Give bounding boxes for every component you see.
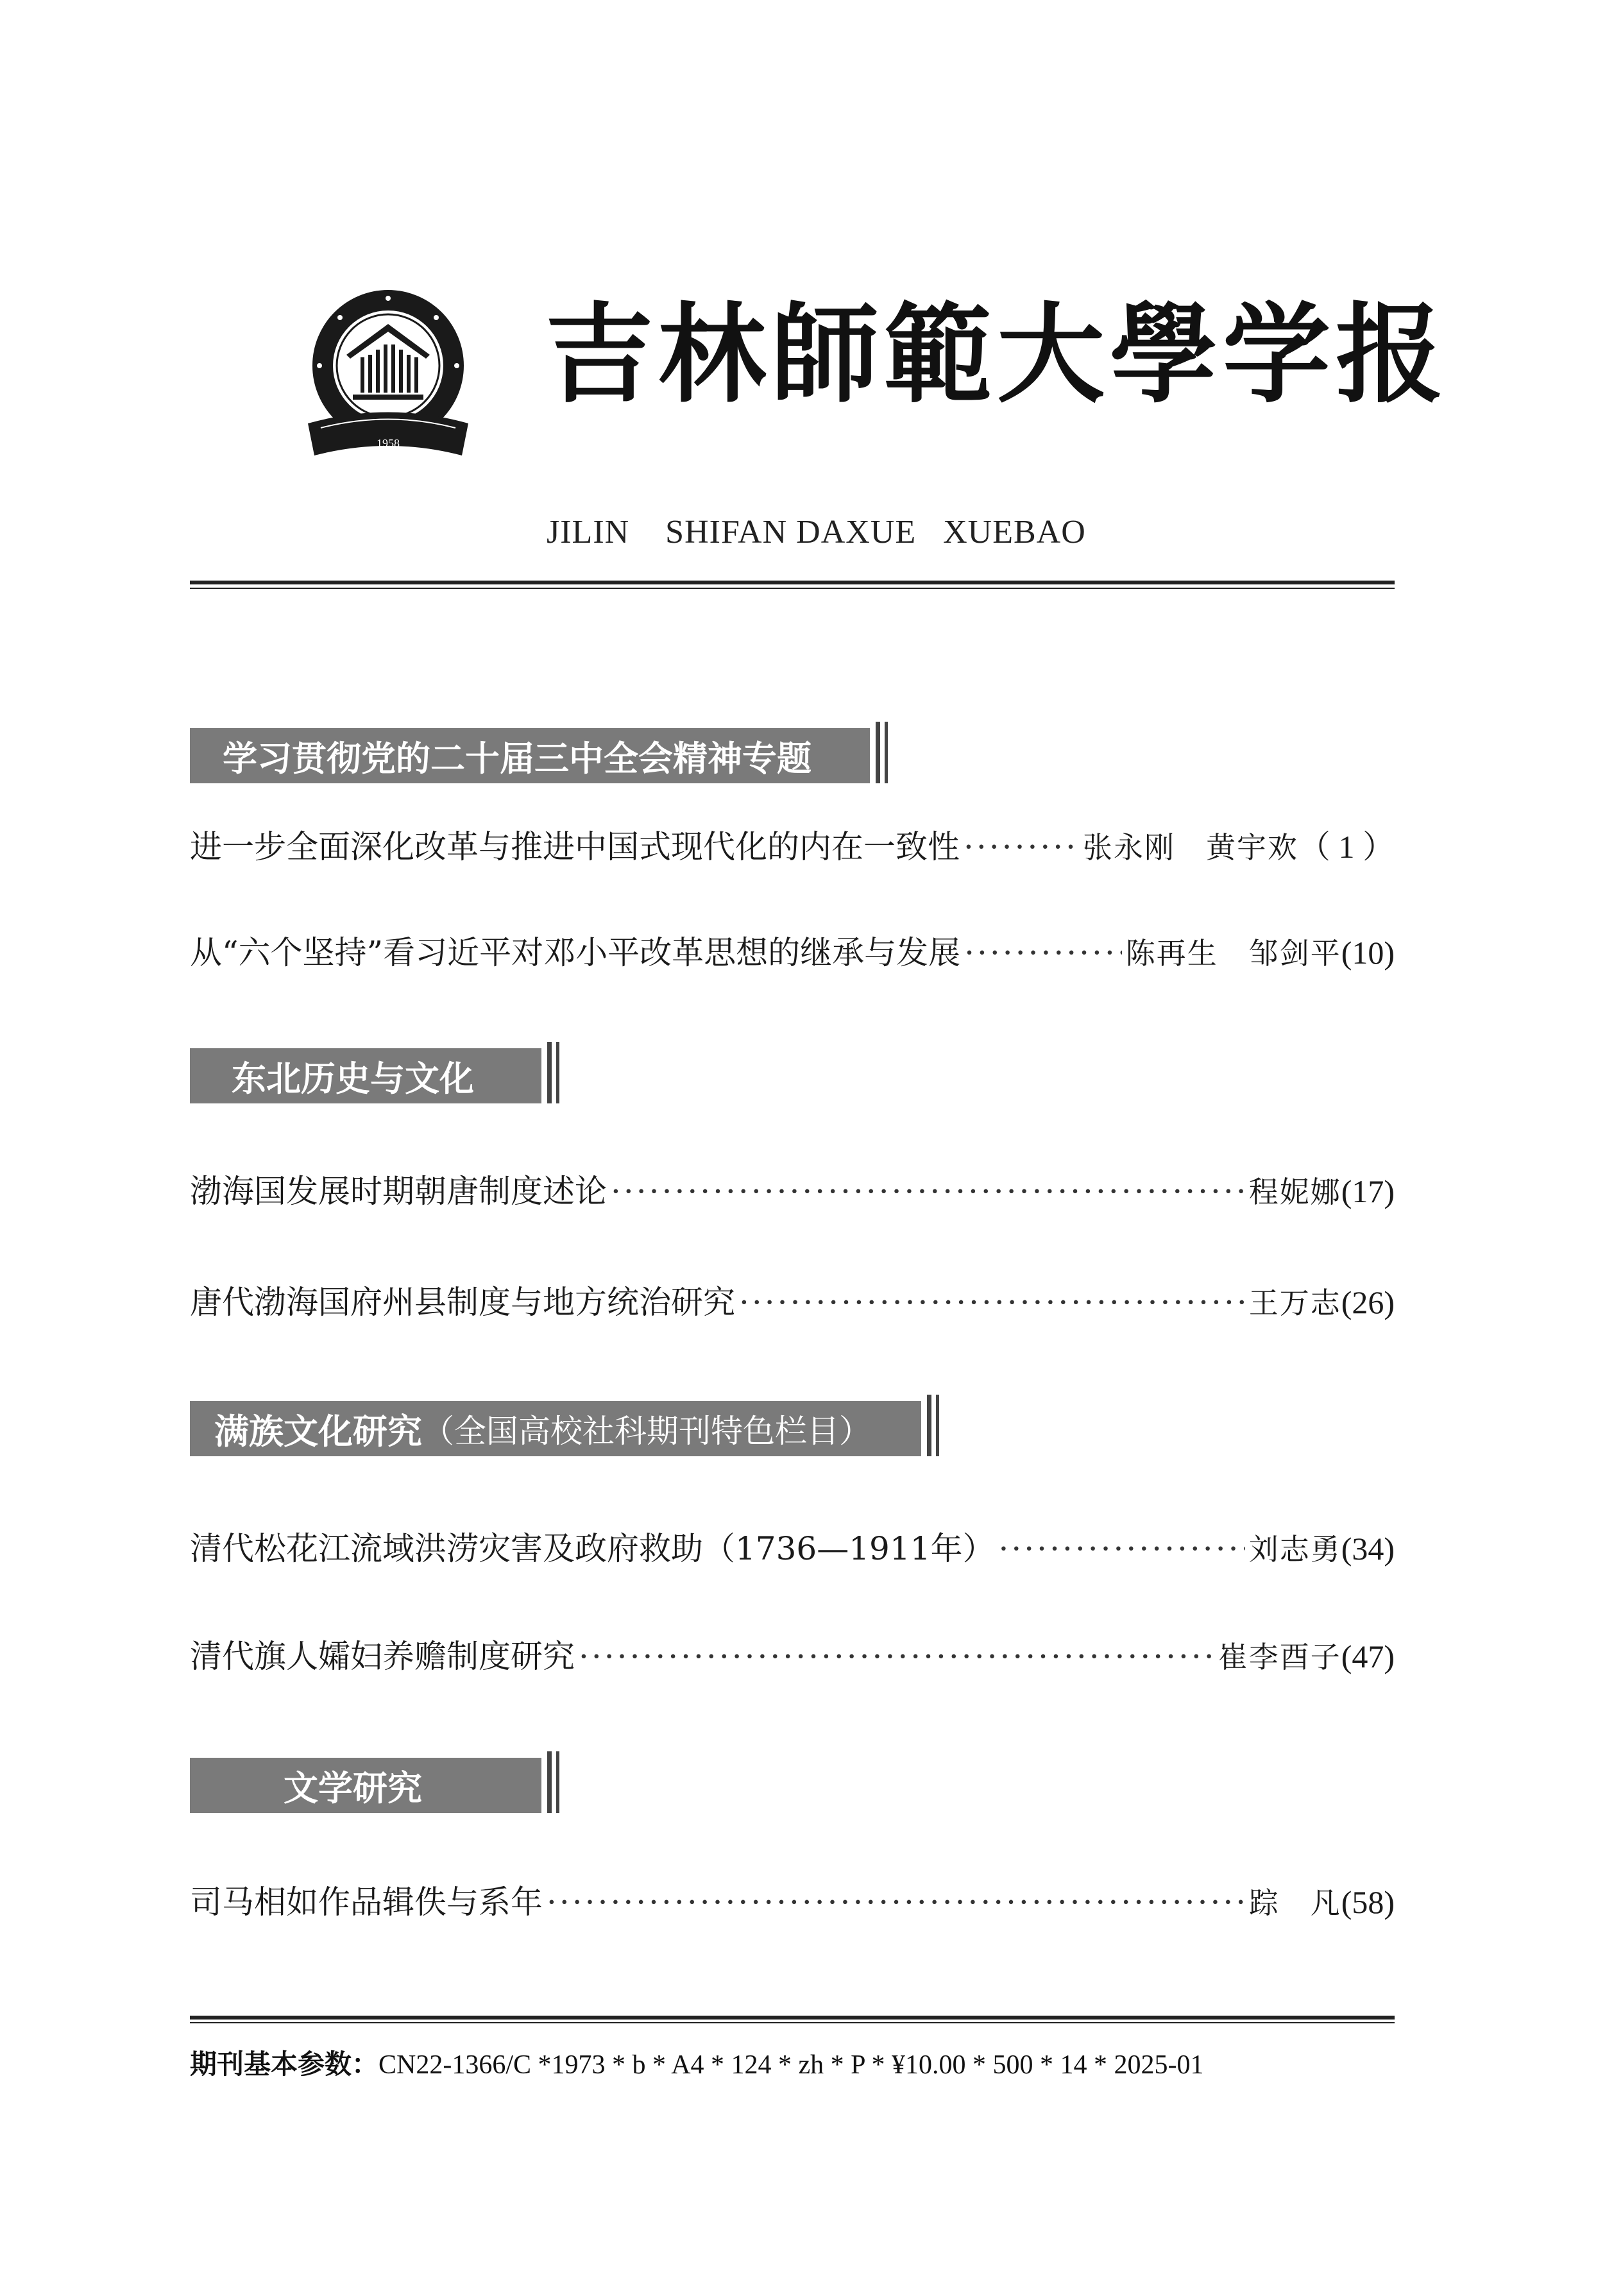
leader-dots <box>579 1636 1214 1677</box>
section-heading <box>190 1401 921 1456</box>
svg-text:1958: 1958 <box>377 437 400 450</box>
top-rule-thick <box>190 581 1395 584</box>
article-title: 清代松花江流域洪涝灾害及政府救助（1736—1911年） <box>190 1530 995 1567</box>
leader-dots <box>739 1282 1245 1323</box>
article-page: (58) <box>1341 1884 1395 1920</box>
bottom-rule-thick <box>190 2016 1395 2020</box>
article-title: 渤海国发展时期朝唐制度述论 <box>190 1173 607 1210</box>
section-heading-text <box>190 1401 896 1456</box>
leader-dots <box>547 1882 1245 1923</box>
article-page: (26) <box>1341 1284 1395 1320</box>
section-heading-text: 东北历史与文化 <box>232 1057 474 1099</box>
leader-dots <box>611 1171 1245 1212</box>
section-heading <box>190 1758 541 1813</box>
toc-entry[interactable] <box>190 1282 1395 1323</box>
section-heading-text: 学习贯彻党的二十届三中全会精神专题 <box>223 737 811 779</box>
article-page: (17) <box>1341 1173 1395 1209</box>
toc-entry[interactable] <box>190 826 1395 867</box>
article-title: 进一步全面深化改革与推进中国式现代化的内在一致性 <box>190 828 960 865</box>
article-page: (34) <box>1341 1531 1395 1567</box>
bottom-rule-thin <box>190 2022 1395 2023</box>
article-authors: 崔李酉子 <box>1218 1640 1341 1674</box>
section-heading <box>190 1048 541 1103</box>
article-authors: 程妮娜 <box>1248 1175 1341 1209</box>
toc-entry[interactable] <box>190 1636 1395 1677</box>
section-heading <box>190 728 870 783</box>
toc-entry[interactable] <box>190 1882 1395 1923</box>
article-authors: 刘志勇 <box>1248 1532 1341 1567</box>
toc-entry[interactable] <box>190 1171 1395 1212</box>
toc-entry[interactable] <box>190 932 1395 973</box>
article-title: 司马相如作品辑佚与系年 <box>190 1884 543 1921</box>
toc-entry[interactable] <box>190 1528 1395 1569</box>
article-page: (10) <box>1341 935 1395 971</box>
journal-title: 吉林師範大學学报 <box>545 291 1448 418</box>
section-heading-sub: （全国高校社科期刊特色栏目） <box>422 1413 871 1450</box>
leader-dots <box>999 1528 1245 1569</box>
journal-parameters-value: CN22-1366/C *1973 * b * A4 * 124 * zh * P * ¥10.00 * 500 * 14 * 2025-01 <box>378 2050 1204 2080</box>
article-authors: 张永刚 黄宇欢 <box>1083 830 1298 865</box>
university-seal-logo <box>302 285 475 472</box>
article-page: (47) <box>1341 1638 1395 1674</box>
article-title: 从“六个坚持”看习近平对邓小平改革思想的继承与发展 <box>190 934 961 971</box>
article-authors: 踪 凡 <box>1248 1885 1341 1920</box>
article-title: 唐代渤海国府州县制度与地方统治研究 <box>190 1284 735 1321</box>
section-heading-main: 满族文化研究 <box>214 1410 422 1452</box>
article-title: 清代旗人孀妇养赡制度研究 <box>190 1638 575 1675</box>
article-authors: 陈再生 邹剑平 <box>1125 936 1341 971</box>
journal-parameters <box>190 2043 1203 2082</box>
section-heading-text: 文学研究 <box>284 1767 422 1808</box>
journal-parameters-label: 期刊基本参数： <box>190 2048 379 2080</box>
leader-dots <box>964 826 1079 867</box>
leader-dots <box>964 932 1122 973</box>
article-authors: 王万志 <box>1248 1286 1341 1320</box>
top-rule-thin <box>190 588 1395 589</box>
journal-pinyin-title: JILIN SHIFAN DAXUE XUEBAO <box>547 514 1086 550</box>
article-page: （ 1 ） <box>1298 829 1395 865</box>
